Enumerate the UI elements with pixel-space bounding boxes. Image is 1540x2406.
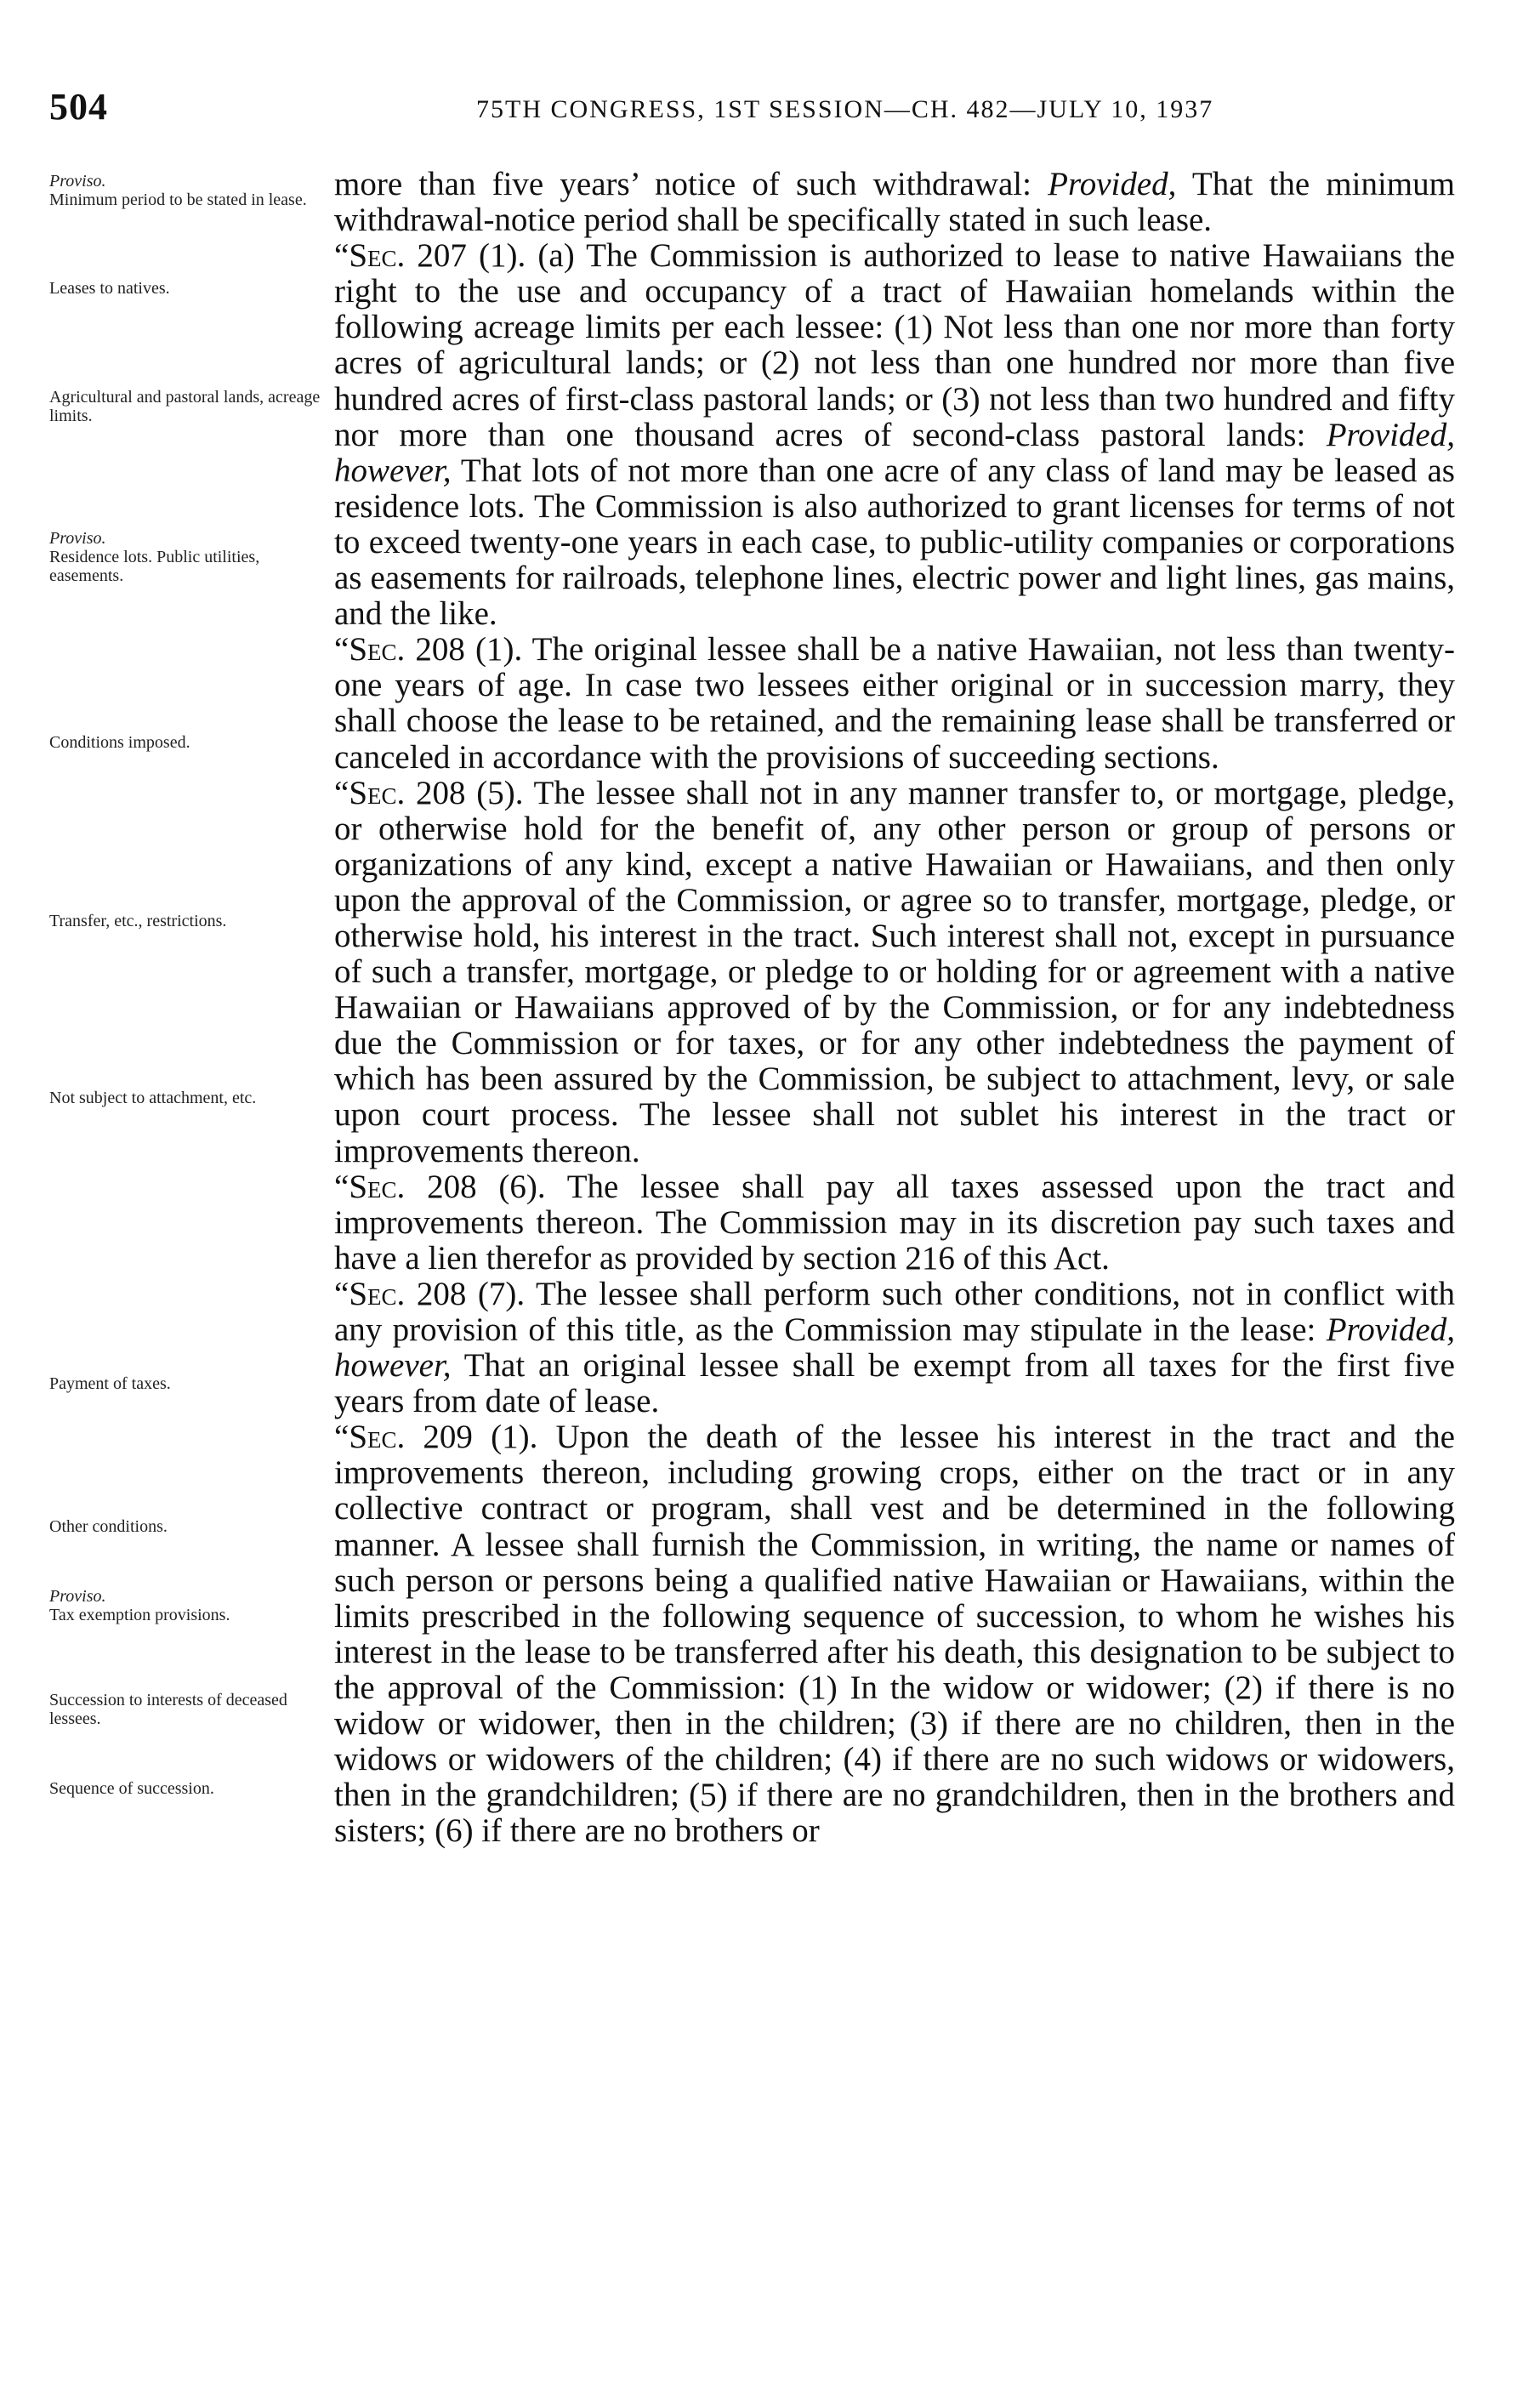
margin-note-acreage-limits (49, 388, 321, 425)
margin-note-text: Other conditions. (49, 1517, 168, 1536)
text-run: 208 (6). The lessee shall pay all taxes assessed upon the tract and improvements thereon. The Commission may in its discretion pay such taxes and have a lien therefor as provided by section 216 of this Act. (334, 1168, 1455, 1277)
margin-note-tax-exemption (49, 1587, 321, 1624)
margin-note-conditions-imposed (49, 733, 321, 752)
margin-note-text: Succession to interests of deceased lessees. (49, 1691, 287, 1728)
margin-note-transfer-restrictions (49, 912, 321, 930)
text-run: 208 (5). The lessee shall not in any manner transfer to, or mortgage, pledge, or otherwise hold for the benefit of, any other person or group of persons or organizations of any kind, except a native Hawaiian or Hawaiians, and then only upon the approval of the Commission, or agree so to transfer, mortgage, pledge, or otherwise hold, his interest in the tract. Such interest shall not, except in pursuance of such a transfer, mortgage, or pledge to or holding for or agreement with a native Hawaiian or Hawaiians approved of by the Commission, or for any indebtedness due the Commission or for taxes, or for any other indebtedness the payment of which has been assured by the Commission, be subject to attachment, levy, or sale upon court process. The lessee shall not sublet his interest in the tract or improvements thereon. (334, 774, 1455, 1169)
margin-note-residence-lots (49, 529, 321, 585)
paragraph-sec-207-1: “Sec. 207 (1). (a) The Commission is authorized to lease to native Hawaiians the right to the use and occupancy of a tract of Hawaiian homelands within the following acreage limits per each lessee: (1) Not less than one nor more than forty acres of agricultural lands; or (2) not less than one hundred nor more than five hundred acres of first-class pastoral lands; or (3) not less than two hundred and fifty nor more than one thousand acres of second-class pastoral lands: Provided, however, That lots of not more than one acre of any class of land may be leased as residence lots. The Commission is also authorized to grant licenses for terms of not to exceed twenty-one years in each case, to public-utility companies or corporations as easements for railroads, telephone lines, electric power and light lines, gas mains, and the like. (334, 237, 1455, 633)
margin-note-text: Minimum period to be stated in lease. (49, 191, 307, 209)
margin-note-text: Conditions imposed. (49, 733, 190, 752)
margin-note-text: Agricultural and pastoral lands, acreage limits. (49, 388, 321, 425)
section-mark: Sec. (349, 1275, 406, 1312)
text-run: That lots of not more than one acre of any class of land may be leased as residence lots. The Commission is also authorized to grant licenses for terms of not to exceed twenty-one years in each case, to public-utility companies or corporations as easements for railroads, telephone lines, electric power and light lines, gas mains, and the like. (334, 452, 1455, 633)
paragraph-sec-208-7: “Sec. 208 (7). The lessee shall perform such other conditions, not in conflict with any provision of this title, as the Commission may stipulate in the lease: Provided, however, That an original lessee shall be exempt from all taxes for the first five years from date of lease. (334, 1275, 1455, 1420)
margin-note-text: Not subject to attachment, etc. (49, 1089, 257, 1107)
paragraph-withdrawal-notice (334, 167, 1455, 238)
text-run: That an original lessee shall be exempt from all taxes for the first five years from date of lease. (334, 1347, 1455, 1420)
margin-note-proviso: Proviso. (49, 172, 106, 191)
margin-note-succession (49, 1691, 321, 1728)
margin-note-text: Leases to natives. (49, 279, 170, 298)
text-run: 208 (1). The original lessee shall be a native Hawaiian, not less than twenty-one years of age. In case two lessees either original or in succession marry, they shall choose the lease to be retained, and the remaining lease shall be transferred or canceled in accordance with the provisions of succeeding sections. (334, 631, 1455, 776)
text-run: 207 (1). (a) The Commission is authorized to lease to native Hawaiians the right to the use and occupancy of a tract of Hawaiian homelands within the following acreage limits per each lessee: (1) Not less than one nor more than forty acres of agricultural lands; or (2) not less than one hundred nor more than five hundred acres of first-class pastoral lands; or (3) not less than two hundred and fifty nor more than one thousand acres of second-class pastoral lands: (334, 237, 1455, 453)
margin-note-payment-of-taxes (49, 1374, 321, 1393)
paragraph-sec-208-6: “Sec. 208 (6). The lessee shall pay all taxes assessed upon the tract and improvements thereon. The Commission may in its discretion pay such taxes and have a lien therefor as provided by section 216 of this Act. (334, 1168, 1455, 1277)
paragraph-sec-208-5: “Sec. 208 (5). The lessee shall not in any manner transfer to, or mortgage, pledge, or otherwise hold for the benefit of, any other person or group of persons or organizations of any kind, except a native Hawaiian or Hawaiians, and then only upon the approval of the Commission, or agree so to transfer, mortgage, pledge, or otherwise hold, his interest in the tract. Such interest shall not, except in pursuance of such a transfer, mortgage, or pledge to or holding for or agreement with a native Hawaiian or Hawaiians approved of by the Commission, or for any indebtedness due the Commission or for taxes, or for any other indebtedness the payment of which has been assured by the Commission, be subject to attachment, levy, or sale upon court process. The lessee shall not sublet his interest in the tract or improvements thereon. (334, 774, 1455, 1169)
page-number: 504 (49, 86, 108, 128)
margin-note-proviso: Proviso. (49, 529, 106, 548)
margin-note-text: Sequence of succession. (49, 1779, 214, 1798)
margin-note-sequence-of-succession (49, 1779, 321, 1798)
text-run-italic: Provided, (1048, 166, 1177, 202)
margin-note-text: Residence lots. Public utilities, easements. (49, 548, 260, 585)
margin-note-proviso: Proviso. (49, 1587, 106, 1606)
section-mark: Sec. (349, 1419, 406, 1456)
margin-note-text: Payment of taxes. (49, 1374, 171, 1393)
text-run-italic: Provided, however, (334, 1311, 1455, 1385)
running-head: 75TH CONGRESS, 1ST SESSION—CH. 482—JULY 10, 1937 (476, 95, 1214, 123)
text-run: more than five years’ notice of such withdrawal: (334, 166, 1048, 202)
margin-note-text: Transfer, etc., restrictions. (49, 912, 227, 930)
paragraph-sec-208-1: “Sec. 208 (1). The original lessee shall be a native Hawaiian, not less than twenty-one years of age. In case two lessees either original or in succession marry, they shall choose the lease to be retained, and the remaining lease shall be transferred or canceled in accordance with the provisions of succeeding sections. (334, 631, 1455, 776)
margin-note-leases-to-natives (49, 279, 321, 298)
text-run: 209 (1). Upon the death of the lessee his interest in the tract and the improvements thereon, including growing crops, either on the tract or in any collective contract or program, shall vest and be determined in the following manner. A lessee shall furnish the Commission, in writing, the name or names of such person or persons being a qualified native Hawaiian or Hawaiians, within the limits prescribed in the following sequence of succession, to whom he wishes his interest in the lease to be transferred after his death, this designation to be subject to the approval of the Commission: (1) In the widow or widower; (2) if there is no widow or widower, then in the children; (3) if there are no children, then in the widows or widowers of the children; (4) if there are no such widows or widowers, then in the grandchildren; (5) if there are no grandchildren, then in the brothers and sisters; (6) if there are no brothers or (334, 1419, 1455, 1850)
section-mark: Sec. (349, 774, 406, 811)
margin-note-minimum-period (49, 172, 321, 209)
paragraph-sec-209-1: “Sec. 209 (1). Upon the death of the lessee his interest in the tract and the improvements thereon, including growing crops, either on the tract or in any collective contract or program, shall vest and be determined in the following manner. A lessee shall furnish the Commission, in writing, the name or names of such person or persons being a qualified native Hawaiian or Hawaiians, within the limits prescribed in the following sequence of succession, to whom he wishes his interest in the lease to be transferred after his death, this designation to be subject to the approval of the Commission: (1) In the widow or widower; (2) if there is no widow or widower, then in the children; (3) if there are no children, then in the widows or widowers of the children; (4) if there are no such widows or widowers, then in the grandchildren; (5) if there are no grandchildren, then in the brothers and sisters; (6) if there are no brothers or (334, 1419, 1455, 1850)
margin-note-other-conditions (49, 1517, 321, 1536)
section-mark: Sec. (349, 1168, 406, 1205)
section-mark: Sec. (349, 237, 406, 275)
text-run: That the minimum withdrawal-notice period shall be specifically stated in such lease. (334, 166, 1455, 239)
body-text (334, 167, 1455, 1849)
text-run: 208 (7). The lessee shall perform such other conditions, not in conflict with any provision of this title, as the Commission may stipulate in the lease: (334, 1275, 1455, 1348)
margin-note-not-subject-to-attachment (49, 1089, 321, 1107)
text-run-italic: Provided, however, (334, 416, 1455, 489)
margin-note-text: Tax exemption provisions. (49, 1606, 230, 1624)
section-mark: Sec. (349, 631, 406, 668)
